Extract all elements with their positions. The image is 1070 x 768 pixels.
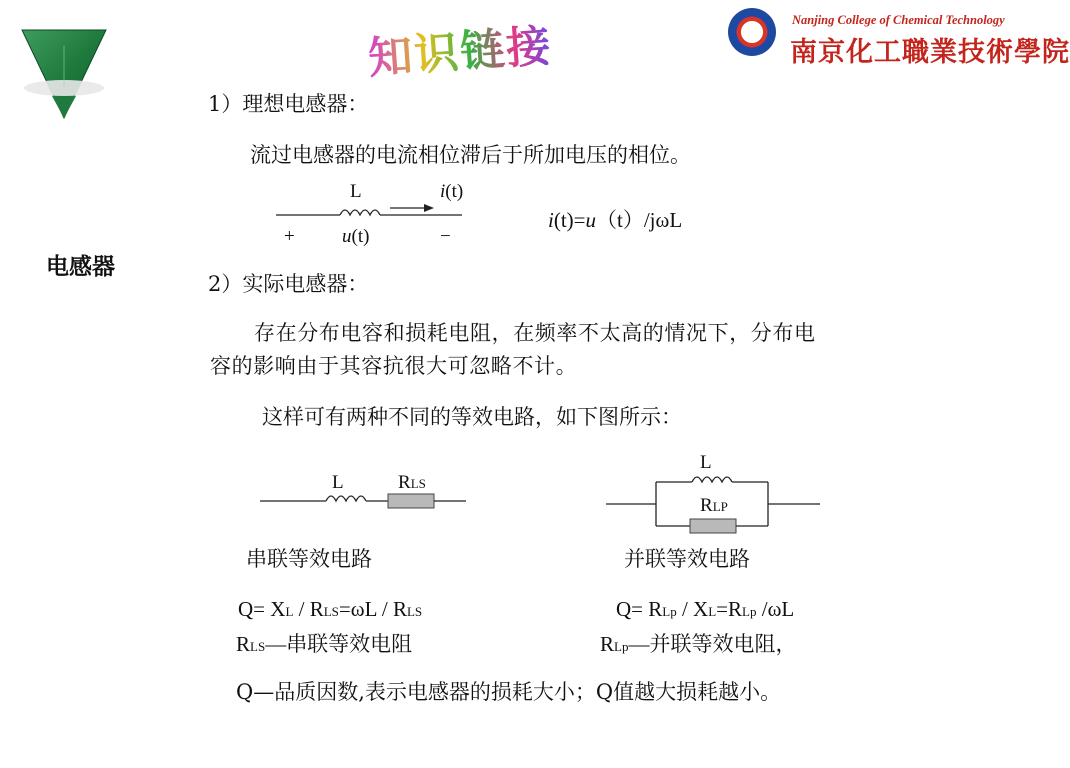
parallel-caption: 并联等效电路 xyxy=(624,547,750,571)
series-def-text: —串联等效电阻 xyxy=(265,632,413,656)
parallel-resistance-def xyxy=(600,628,796,658)
ideal-formula xyxy=(548,204,682,234)
parallel-q-d: /ωL xyxy=(756,597,795,621)
series-def-r-sub: LS xyxy=(250,639,266,654)
emblem-logo xyxy=(18,26,110,122)
series-q-a: Q= X xyxy=(238,597,286,621)
ideal-i-symbol: i xyxy=(440,181,446,202)
series-q-c-sub: LS xyxy=(406,604,423,619)
series-q-a-sub: L xyxy=(285,604,294,619)
section2-para1-line2: 容的影响由于其容抗很大可忽略不计。 xyxy=(210,354,578,378)
series-q-c: =ωL / R xyxy=(338,597,407,621)
parallel-q-c: =R xyxy=(716,597,743,621)
ideal-u-arg: (t) xyxy=(351,226,370,247)
ideal-L-label: L xyxy=(350,181,362,202)
parallel-R-sub: LP xyxy=(712,499,728,514)
parallel-L-label: L xyxy=(700,452,712,473)
section2-heading: 2）实际电感器： xyxy=(208,272,369,296)
ideal-i-arg: (t) xyxy=(445,181,464,202)
section1-heading: 1）理想电感器： xyxy=(208,92,369,116)
parallel-q-b: / X xyxy=(676,597,709,621)
ideal-u-symbol: u xyxy=(342,226,352,247)
minus-sign: − xyxy=(440,226,451,247)
section2-para2: 这样可有两种不同的等效电路，如下图所示： xyxy=(262,405,682,429)
plus-sign: + xyxy=(284,226,295,247)
parallel-def-r: R xyxy=(600,632,615,656)
parallel-def-r-sub: Lp xyxy=(614,639,629,654)
parallel-q-formula xyxy=(616,597,794,622)
series-R-label: R xyxy=(398,472,411,493)
formula-u: u xyxy=(585,208,597,232)
school-emblem-icon xyxy=(728,8,776,56)
series-resistance-def xyxy=(236,628,412,658)
side-label: 电感器 xyxy=(46,254,115,280)
quality-factor-note: Q—品质因数,表示电感器的损耗大小；Q值越大损耗越小。 xyxy=(236,680,782,704)
series-caption: 串联等效电路 xyxy=(246,547,372,571)
parallel-q-a-sub: Lp xyxy=(662,604,677,619)
parallel-def-text: —并联等效电阻， xyxy=(628,632,797,656)
series-circuit-diagram xyxy=(260,488,470,514)
parallel-q-a: Q= R xyxy=(616,597,663,621)
school-name-cn: 南京化工職業技術學院 xyxy=(790,37,1070,68)
series-q-formula xyxy=(238,597,422,622)
school-name-en: Nanjing College of Chemical Technology xyxy=(792,13,1005,27)
parallel-R-label: R xyxy=(700,495,713,516)
series-q-b-sub: LS xyxy=(323,604,339,619)
formula-i: i xyxy=(548,208,554,232)
series-q-b: / R xyxy=(293,597,324,621)
section1-desc: 流过电感器的电流相位滞后于所加电压的相位。 xyxy=(250,143,691,167)
series-R-sub: LS xyxy=(410,476,426,491)
parallel-q-b-sub: L xyxy=(708,604,717,619)
slide-title: 知识链接 xyxy=(366,10,554,87)
formula-t1: (t)= xyxy=(553,208,586,232)
series-L-label: L xyxy=(332,472,344,493)
section2-para1-line1: 存在分布电容和损耗电阻，在频率不太高的情况下，分布电 xyxy=(254,321,816,345)
series-def-r: R xyxy=(236,632,251,656)
parallel-q-c-sub: Lp xyxy=(742,604,757,619)
formula-rest: （t）/jωL xyxy=(596,208,683,232)
